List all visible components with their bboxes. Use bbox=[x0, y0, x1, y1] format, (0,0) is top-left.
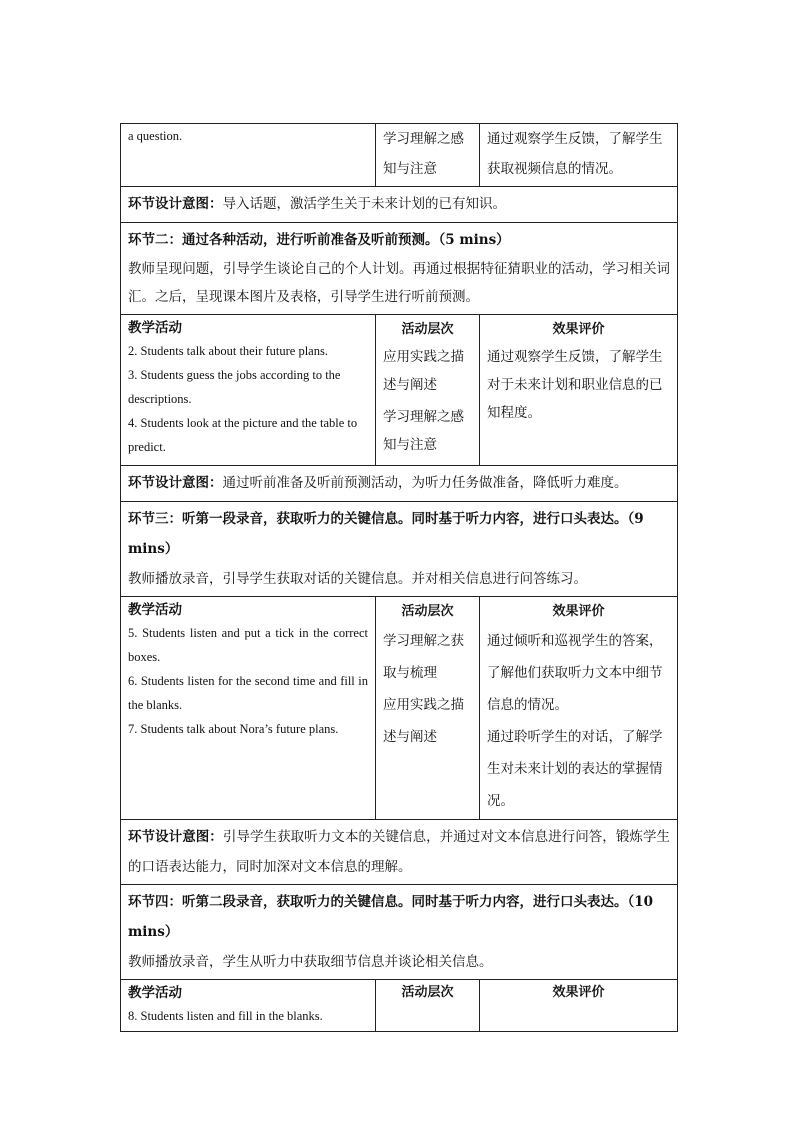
evaluation-item: 通过聆听学生的对话，了解学生对未来计划的表达的掌握情况。 bbox=[487, 729, 663, 809]
evaluation-cell bbox=[480, 980, 678, 1032]
design-intent-row bbox=[121, 466, 678, 502]
level-item: 学习理解之感知与注意 bbox=[383, 409, 464, 453]
activity-cell bbox=[121, 597, 376, 820]
activities-row bbox=[121, 980, 678, 1032]
stage-row bbox=[121, 885, 678, 980]
design-intent-label: 环节设计意图： bbox=[128, 829, 223, 845]
evaluation-item: 通过倾听和巡视学生的答案，了解他们获取听力文本中细节信息的情况。 bbox=[487, 633, 663, 713]
lesson-plan-table bbox=[120, 123, 678, 1032]
level-text: 学习理解之感知与注意 bbox=[383, 131, 464, 177]
evaluation-cell bbox=[480, 315, 678, 466]
level-item: 学习理解之获取与梳理 bbox=[383, 633, 464, 681]
stage-description: 教师播放录音，引导学生获取对话的关键信息。并对相关信息进行问答练习。 bbox=[128, 571, 587, 587]
design-intent-row bbox=[121, 820, 678, 885]
stage-description: 教师播放录音，学生从听力中获取细节信息并谈论相关信息。 bbox=[128, 954, 493, 970]
activity-cell bbox=[121, 124, 376, 187]
stage-title: 环节四：听第二段录音，获取听力的关键信息。同时基于听力内容，进行口头表达。（10 mins） bbox=[128, 894, 654, 940]
activity-item: 6. Students listen for the second time and fill in the blanks. bbox=[128, 674, 368, 712]
stage-title: 环节二：通过各种活动，进行听前准备及听前预测。（5 mins） bbox=[128, 232, 510, 248]
activity-text: a question. bbox=[128, 129, 183, 143]
stage-title: 环节三：听第一段录音，获取听力的关键信息。同时基于听力内容，进行口头表达。（9 mins） bbox=[128, 511, 644, 557]
evaluation-header: 效果评价 bbox=[552, 985, 605, 1000]
evaluation-header: 效果评价 bbox=[552, 322, 605, 337]
level-cell bbox=[376, 597, 480, 820]
activity-cell bbox=[121, 315, 376, 466]
stage-row bbox=[121, 502, 678, 597]
evaluation-cell bbox=[480, 124, 678, 187]
activities-row bbox=[121, 597, 678, 820]
evaluation-cell bbox=[480, 597, 678, 820]
activity-item: 8. Students listen and fill in the blanks. bbox=[128, 1009, 323, 1023]
design-intent-cell bbox=[121, 187, 678, 223]
evaluation-text: 通过观察学生反馈，了解学生获取视频信息的情况。 bbox=[487, 131, 663, 177]
activity-header: 教学活动 bbox=[128, 602, 182, 618]
level-cell bbox=[376, 315, 480, 466]
level-item: 应用实践之描述与阐述 bbox=[383, 349, 464, 393]
design-intent-text: 引导学生获取听力文本的关键信息，并通过对文本信息进行问答，锻炼学生的口语表达能力，同时加深对文本信息的理解。 bbox=[128, 829, 670, 875]
design-intent-row bbox=[121, 187, 678, 223]
activity-item: 5. Students listen and put a tick in the correct boxes. bbox=[128, 626, 368, 664]
stage-cell bbox=[121, 223, 678, 315]
activity-item: 2. Students talk about their future plans. bbox=[128, 344, 328, 358]
stage-cell bbox=[121, 885, 678, 980]
lesson-plan-page bbox=[120, 123, 677, 1032]
activity-item: 3. Students guess the jobs according to the descriptions. bbox=[128, 368, 341, 406]
design-intent-cell bbox=[121, 820, 678, 885]
stage-cell bbox=[121, 502, 678, 597]
stage-row bbox=[121, 223, 678, 315]
level-header: 活动层次 bbox=[401, 322, 454, 337]
level-header: 活动层次 bbox=[401, 604, 454, 619]
stage-description: 教师呈现问题，引导学生谈论自己的个人计划。再通过根据特征猜职业的活动，学习相关词汇。之后，呈现课本图片及表格，引导学生进行听前预测。 bbox=[128, 261, 670, 305]
activities-row bbox=[121, 315, 678, 466]
level-cell bbox=[376, 980, 480, 1032]
design-intent-text: 导入话题，激活学生关于未来计划的已有知识。 bbox=[222, 196, 506, 212]
design-intent-label: 环节设计意图： bbox=[128, 475, 223, 491]
activity-item: 4. Students look at the picture and the table to predict. bbox=[128, 416, 358, 454]
activity-header: 教学活动 bbox=[128, 320, 182, 336]
design-intent-cell bbox=[121, 466, 678, 502]
activity-item: 7. Students talk about Nora’s future plans. bbox=[128, 722, 339, 736]
design-intent-text: 通过听前准备及听前预测活动，为听力任务做准备，降低听力难度。 bbox=[222, 475, 628, 491]
level-cell bbox=[376, 124, 480, 187]
activity-header: 教学活动 bbox=[128, 985, 182, 1001]
table-row bbox=[121, 124, 678, 187]
activity-cell bbox=[121, 980, 376, 1032]
design-intent-label: 环节设计意图： bbox=[128, 196, 223, 212]
evaluation-header: 效果评价 bbox=[552, 604, 605, 619]
evaluation-item: 通过观察学生反馈，了解学生对于未来计划和职业信息的已知程度。 bbox=[487, 349, 663, 421]
level-header: 活动层次 bbox=[401, 985, 454, 1000]
level-item: 应用实践之描述与阐述 bbox=[383, 697, 464, 745]
